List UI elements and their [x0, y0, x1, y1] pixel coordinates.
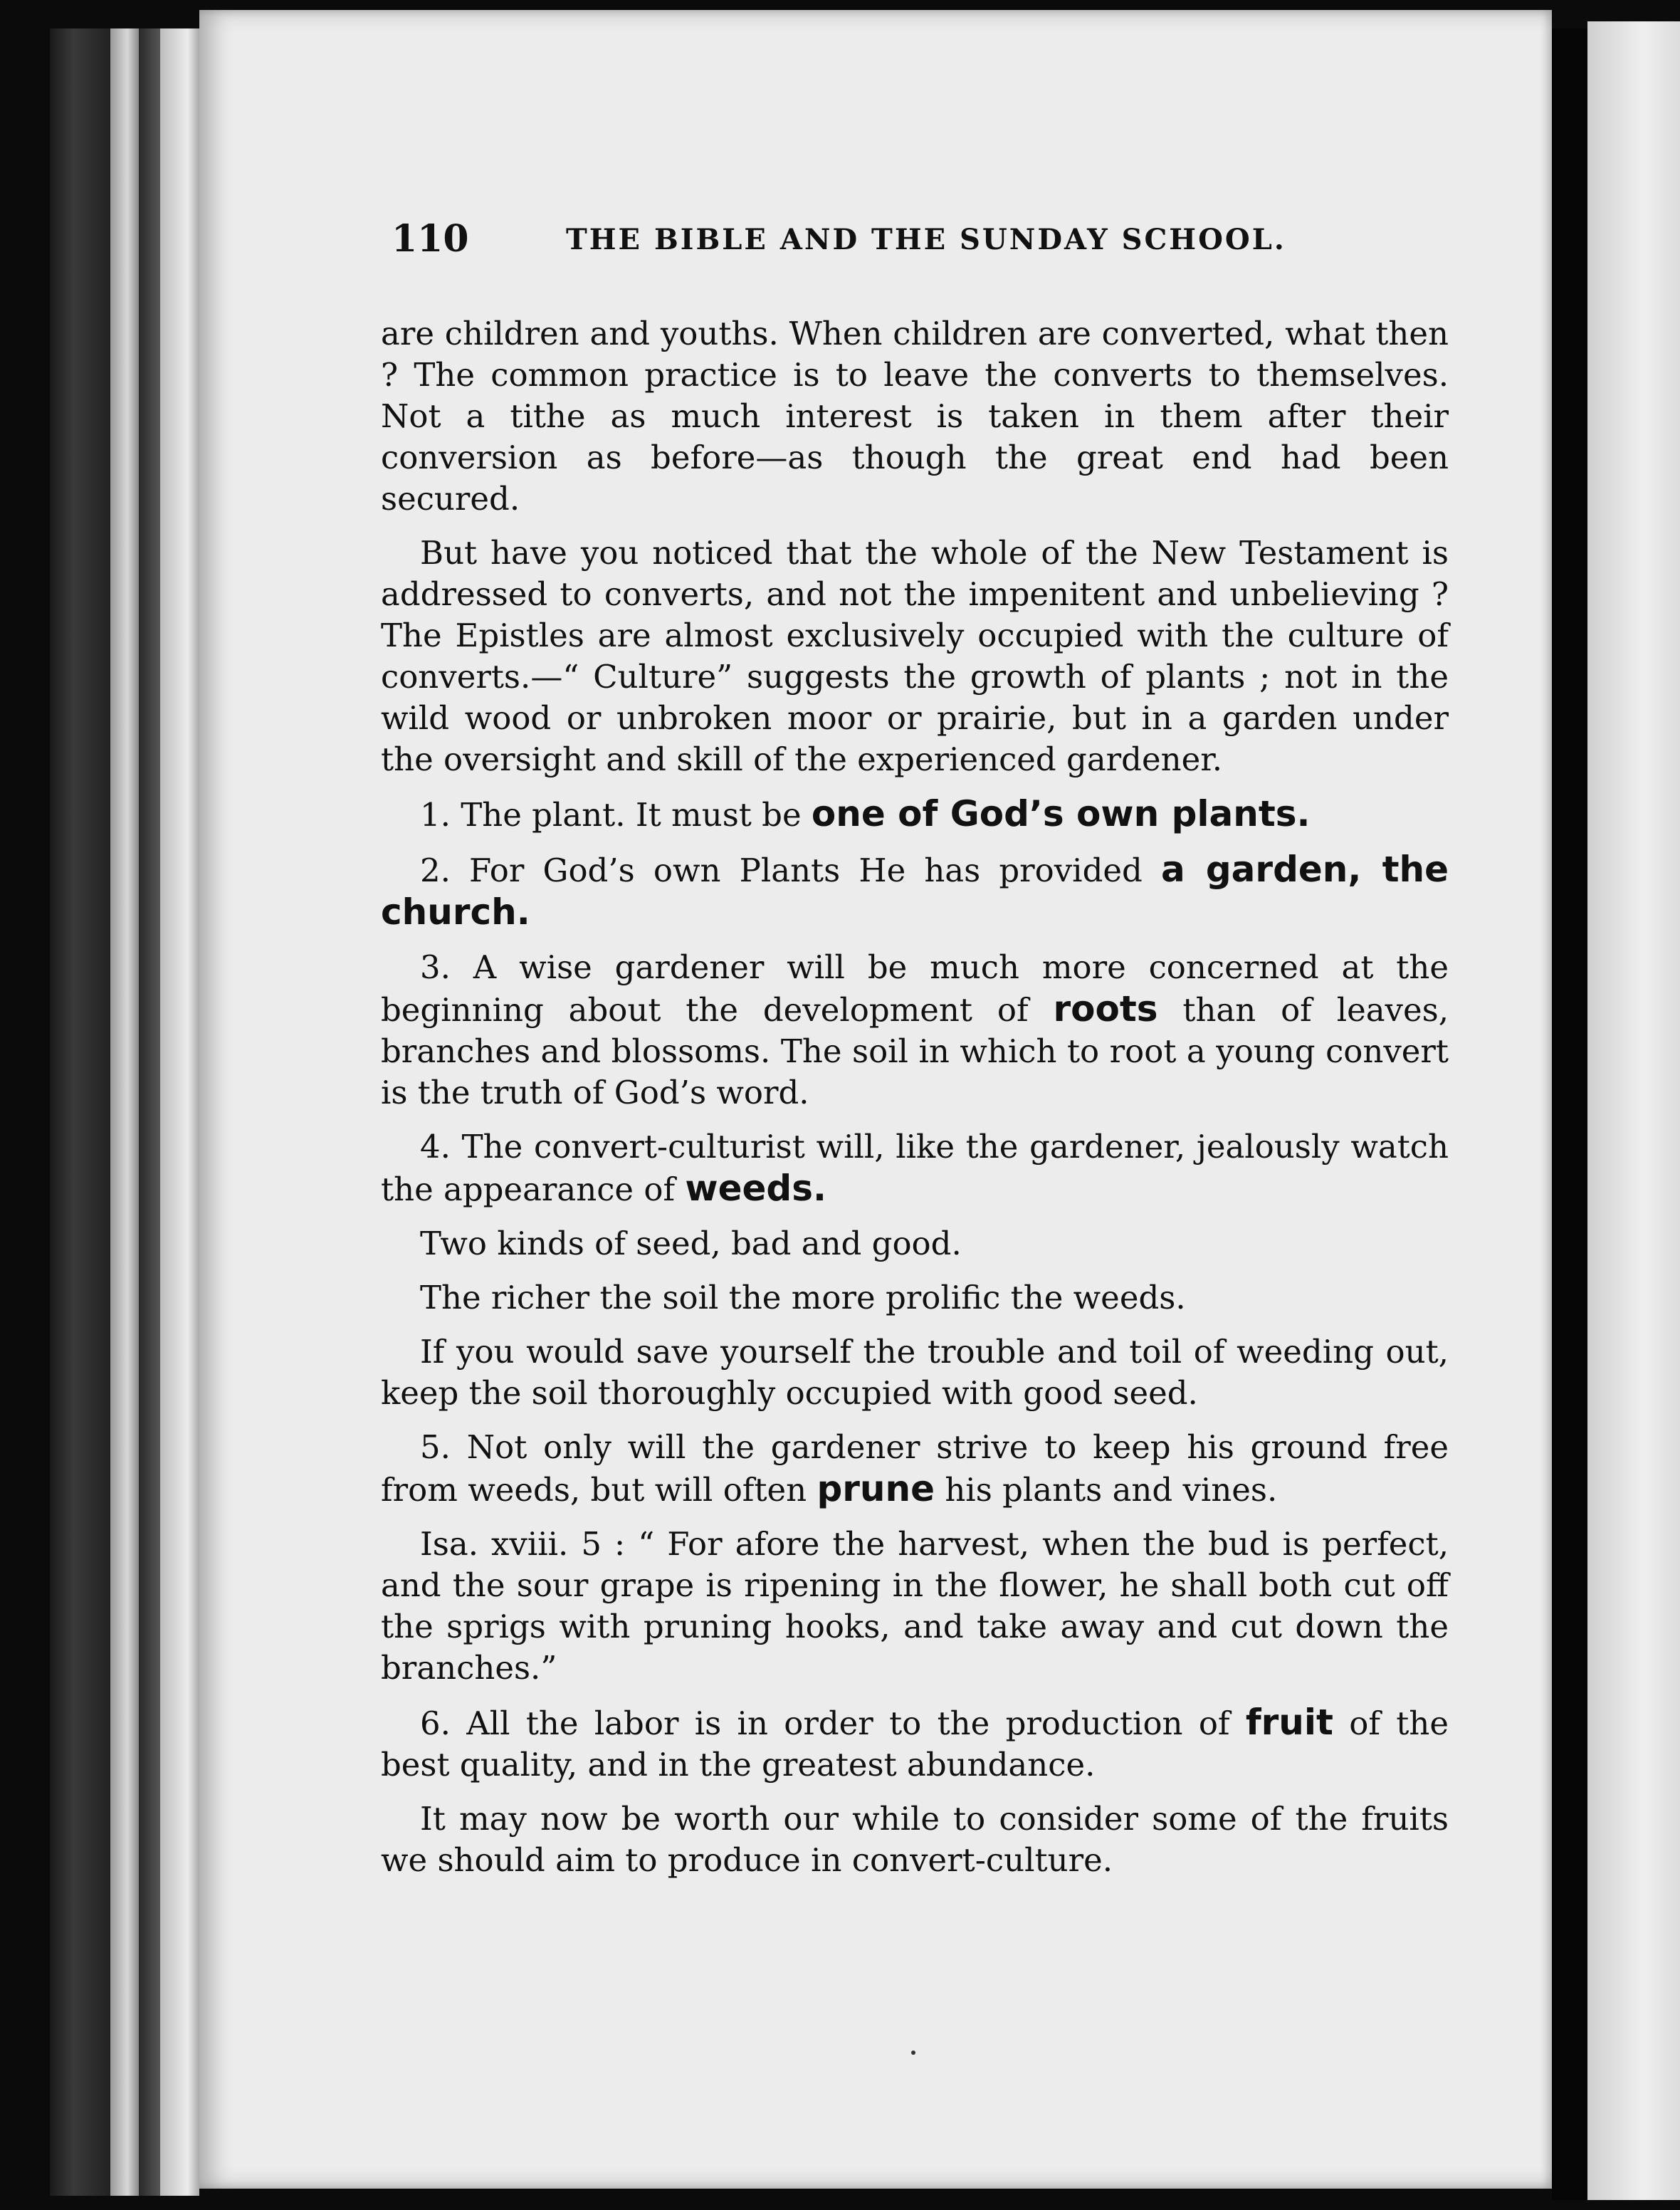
point-text: 4. The convert-culturist will, like the gardener, jealously watch the appearance of — [381, 1128, 1449, 1208]
scripture-quote: Isa. xviii. 5 : “ For afore the harvest, when the bud is perfect, and the sour grape is ripening in the flower, he shall both cut off the sprigs with pruning hooks, and take away and cut down the branches.” — [381, 1525, 1449, 1687]
book-edge — [139, 28, 160, 2196]
page-body — [381, 313, 1449, 1894]
book-edge — [110, 28, 139, 2196]
point-text: 3. A wise gardener will be much more concerned at the beginning about the development of — [381, 948, 1449, 1029]
paragraph: are children and youths. When children are converted, what then ? The common practice is to leave the converts to themselves. Not a tithe as much interest is taken in them after their conversion as before—as though the great end had been secured. — [381, 315, 1449, 518]
facing-page-edge — [1587, 21, 1680, 2200]
paragraph: The richer the soil the more prolific the weeds. — [420, 1279, 1186, 1316]
book-edge — [160, 28, 199, 2196]
running-title: THE BIBLE AND THE SUNDAY SCHOOL. — [566, 223, 1286, 256]
numbered-point — [381, 1702, 1449, 1786]
paragraph: But have you noticed that the whole of the New Testament is addressed to converts, and not the impenitent and unbelieving ? The Epistles are almost exclusively occupied with the culture of converts.—“ Culture” suggests the growth of plants ; not in the wild wood or unbroken moor or prairie, but in a garden under the oversight and skill of the experienced gardener. — [381, 534, 1449, 778]
point-text: his plants and vines. — [935, 1471, 1278, 1509]
paragraph: Two kinds of seed, bad and good. — [420, 1225, 962, 1262]
point-text: 2. For God’s own Plants He has provided — [420, 852, 1161, 889]
page-header — [392, 217, 1317, 267]
book-edge — [50, 28, 110, 2196]
point-text: of the best quality, and in the greatest abundance. — [381, 1704, 1449, 1784]
paragraph: It may now be worth our while to consider some of the fruits we should aim to produce in convert-culture. — [381, 1800, 1449, 1879]
emphasis-text: one of God’s own plants. — [811, 793, 1311, 834]
emphasis-text: weeds. — [685, 1168, 826, 1209]
numbered-point — [381, 793, 1449, 836]
numbered-point — [381, 1427, 1449, 1511]
page-gutter — [1552, 28, 1587, 2200]
numbered-point — [381, 849, 1449, 934]
emphasis-text: prune — [817, 1468, 935, 1509]
emphasis-text: fruit — [1245, 1702, 1333, 1743]
emphasis-text: a garden, the church. — [381, 849, 1449, 933]
point-text: 6. All the labor is in order to the production of — [420, 1704, 1246, 1742]
numbered-point — [381, 1126, 1449, 1210]
numbered-point — [381, 947, 1449, 1114]
page-number: 110 — [392, 217, 469, 261]
point-text: than of leaves, branches and blossoms. The soil in which to root a young convert is the truth of God’s word. — [381, 991, 1449, 1111]
ink-dot — [911, 2051, 915, 2055]
paragraph: If you would save yourself the trouble and toil of weeding out, keep the soil thoroughly occupied with good seed. — [381, 1333, 1449, 1412]
point-text: 1. The plant. It must be — [420, 796, 812, 834]
point-text: 5. Not only will the gardener strive to keep his ground free from weeds, but will often — [381, 1428, 1449, 1509]
emphasis-text: roots — [1053, 988, 1158, 1030]
